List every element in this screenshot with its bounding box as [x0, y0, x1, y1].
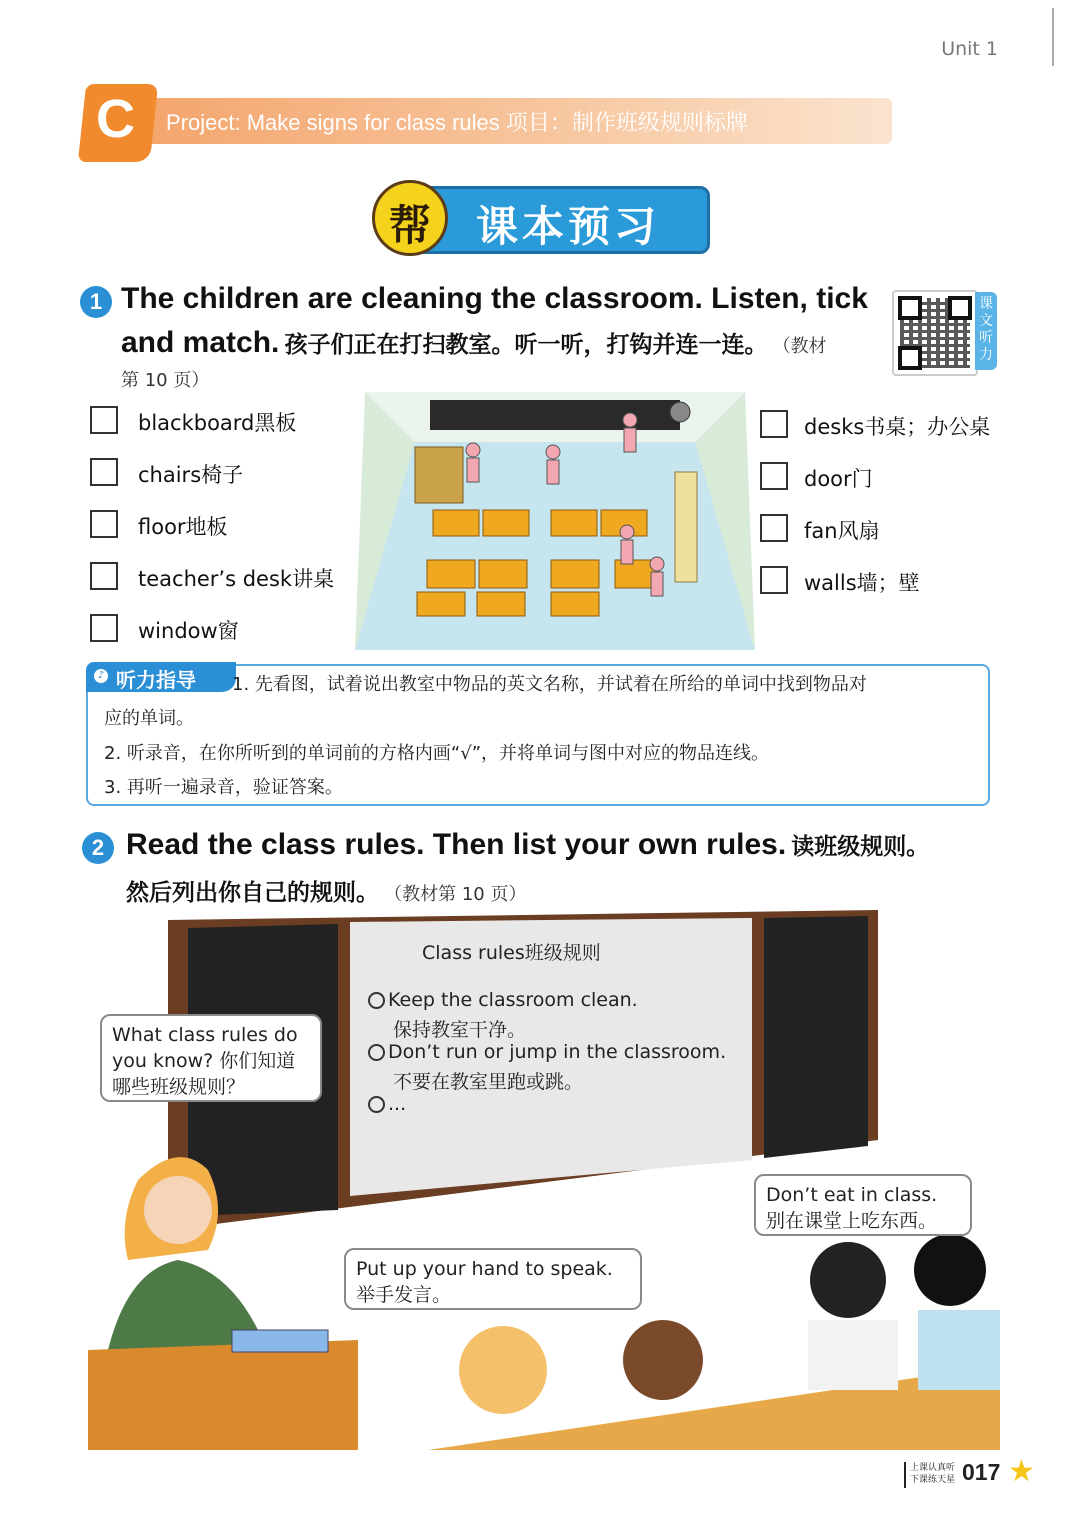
page-corner-line — [1052, 8, 1054, 66]
rule-2-en: Don’t run or jump in the classroom. — [368, 1041, 726, 1063]
teacher-face — [144, 1176, 212, 1244]
unit-label: Unit 1 — [941, 38, 998, 60]
teachers-desk — [415, 447, 463, 503]
student-boy-2-hair — [810, 1242, 886, 1318]
word-teachers-desk: teacher’s desk讲桌 — [138, 567, 335, 591]
books — [232, 1330, 328, 1352]
guide-line-1b: 应的单词。 — [104, 708, 194, 729]
checkbox-chairs[interactable] — [90, 458, 118, 486]
section-banner — [82, 84, 892, 162]
word-desks: desks书桌；办公桌 — [804, 415, 991, 439]
qr-code[interactable] — [892, 290, 978, 376]
checkbox-door[interactable] — [760, 462, 788, 490]
checkbox-floor[interactable] — [90, 510, 118, 538]
rule-1-cn: 保持教室干净。 — [393, 1019, 527, 1041]
student-uniform-2 — [918, 1310, 1000, 1390]
question-1-title-en: and match. — [121, 326, 280, 359]
fan-icon — [670, 402, 690, 422]
rule-2-cn: 不要在教室里跑或跳。 — [393, 1071, 584, 1093]
student-boy-hair — [623, 1320, 703, 1400]
star-mascot-icon: ★ — [1008, 1454, 1035, 1489]
question-2-ref: （教材第 10 页） — [384, 884, 527, 905]
footer-slogan-line-1: 上课认真听 — [910, 1463, 956, 1473]
checkbox-desks[interactable] — [760, 410, 788, 438]
student-girl-hair — [459, 1326, 547, 1414]
teacher-bubble-line-1: What class rules do — [112, 1024, 298, 1046]
rule-3-circle — [368, 1096, 385, 1113]
section-letter: C — [96, 89, 135, 149]
student-uniform — [808, 1320, 898, 1390]
guide-line-2: 2. 听录音，在你所听到的单词前的方格内画“√”，并将单词与图中对应的物品连线。 — [104, 743, 770, 764]
rule-2-circle — [368, 1044, 385, 1061]
checkbox-blackboard[interactable] — [90, 406, 118, 434]
boy-bubble-line-2: 别在课堂上吃东西。 — [766, 1210, 938, 1232]
question-2-title-en: Read the class rules. Then list your own rules. — [126, 828, 787, 861]
boy-speech-bubble — [754, 1174, 972, 1236]
ear-icon: ♪ — [94, 669, 108, 683]
preview-badge-circle — [372, 180, 448, 256]
question-2-title-line2 — [126, 874, 526, 907]
question-2-title-cn-b: 然后列出你自己的规则。 — [126, 880, 379, 906]
listening-guide-tag — [86, 662, 236, 692]
footer-slogan-line-2: 下课练天星 — [910, 1475, 956, 1485]
teacher-speech-bubble — [100, 1014, 322, 1102]
girl-bubble-line-2: 举手发言。 — [356, 1284, 452, 1306]
question-1-title-line2 — [121, 326, 827, 360]
question-1-number: 1 — [80, 286, 112, 318]
checkbox-window[interactable] — [90, 614, 118, 642]
word-chairs: chairs椅子 — [138, 463, 244, 487]
guide-line-3: 3. 再听一遍录音，验证答案。 — [104, 777, 343, 798]
class-rules-title: Class rules班级规则 — [422, 942, 601, 964]
preview-badge-char: 帮 — [388, 201, 431, 250]
question-1-title-line1: The children are cleaning the classroom. Listen, tick — [121, 282, 868, 315]
blackboard-right — [764, 916, 868, 1158]
question-2-title-line1 — [126, 828, 929, 862]
girl-bubble-line-1: Put up your hand to speak. — [356, 1258, 613, 1280]
checkbox-fan[interactable] — [760, 514, 788, 542]
qr-finder-bl — [898, 346, 922, 370]
word-blackboard: blackboard黑板 — [138, 411, 297, 435]
teacher-podium — [88, 1340, 358, 1450]
word-floor: floor地板 — [138, 515, 228, 539]
section-title: Project: Make signs for class rules 项目：制作班级规则标牌 — [166, 110, 748, 135]
guide-line-1: 1. 先看图，试着说出教室中物品的英文名称，并试着在所给的单词中找到物品对 — [232, 674, 867, 695]
door — [675, 472, 697, 582]
teacher-bubble-line-3: 哪些班级规则？ — [112, 1076, 246, 1098]
question-2-number: 2 — [82, 832, 114, 864]
student-girl-2-hair — [914, 1234, 986, 1306]
word-door: door门 — [804, 467, 873, 491]
qr-finder-tr — [948, 296, 972, 320]
word-window: window窗 — [138, 619, 239, 643]
word-fan: fan风扇 — [804, 519, 880, 543]
classroom-illustration — [355, 392, 755, 650]
checkbox-teachers-desk[interactable] — [90, 562, 118, 590]
word-walls: walls墙；壁 — [804, 571, 920, 595]
blackboard — [430, 400, 680, 430]
footer-slogan — [904, 1462, 960, 1488]
qr-tab-label: 课文听力 — [975, 292, 997, 370]
question-2-title-cn-a: 读班级规则。 — [791, 834, 930, 860]
question-1-ref-a: （教材 — [772, 336, 827, 357]
question-1-title-cn: 孩子们正在打扫教室。听一听，打钩并连一连。 — [284, 332, 768, 358]
checkbox-walls[interactable] — [760, 566, 788, 594]
question-1-ref-b: 第 10 页） — [121, 370, 210, 391]
preview-badge — [372, 180, 708, 256]
rule-3: ... — [368, 1093, 406, 1115]
preview-badge-text: 课本预习 — [476, 202, 661, 251]
qr-finder-tl — [898, 296, 922, 320]
rule-1-circle — [368, 992, 385, 1009]
girl-speech-bubble — [344, 1248, 642, 1310]
rule-1-en: Keep the classroom clean. — [368, 989, 638, 1011]
listening-guide-title: 听力指导 — [116, 668, 196, 692]
page-number: 017 — [962, 1459, 1001, 1485]
boy-bubble-line-1: Don’t eat in class. — [766, 1184, 938, 1206]
teacher-bubble-line-2: you know? 你们知道 — [112, 1050, 296, 1072]
